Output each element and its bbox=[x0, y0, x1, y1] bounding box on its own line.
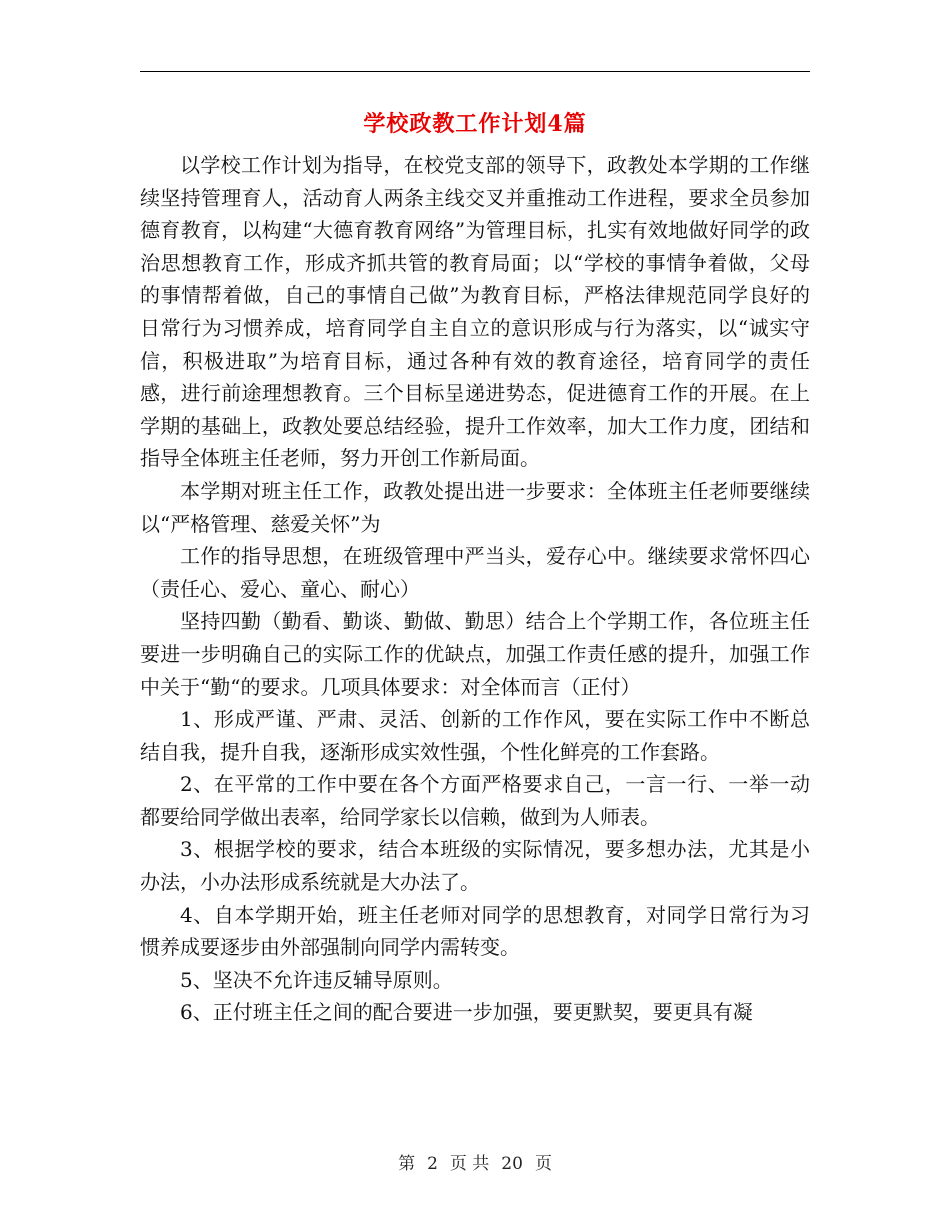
paragraph-four-diligences: 坚持四勤（勤看、勤谈、勤做、勤思）结合上个学期工作，各位班主任要进一步明确自己的实际工作的优缺点，加强工作责任感的提升，加强工作中关于“勤“的要求。几项具体要求：对全体而言（正付） bbox=[140, 609, 810, 699]
list-item-1: 1、形成严谨、严肃、灵活、创新的工作作风，要在实际工作中不断总结自我，提升自我，逐渐形成实效性强，个性化鲜亮的工作套路。 bbox=[140, 707, 810, 764]
footer-prefix: 第 bbox=[398, 1154, 416, 1174]
footer-total-pages: 20 bbox=[501, 1154, 523, 1174]
page-footer bbox=[0, 1152, 950, 1176]
header-rule bbox=[140, 71, 810, 72]
footer-middle: 页 共 bbox=[449, 1154, 490, 1174]
paragraph-guiding-thought: 工作的指导思想，在班级管理中严当头，爱存心中。继续要求常怀四心（责任心、爱心、童心、耐心） bbox=[140, 544, 810, 601]
list-item-2: 2、在平常的工作中要在各个方面严格要求自己，一言一行、一举一动都要给同学做出表率，给同学家长以信赖，做到为人师表。 bbox=[140, 772, 810, 829]
list-item-4: 4、自本学期开始，班主任老师对同学的思想教育，对同学日常行为习惯养成要逐步由外部强制向同学内需转变。 bbox=[140, 902, 810, 960]
list-item-6: 6、正付班主任之间的配合要进一步加强，要更默契，要更具有凝 bbox=[180, 1000, 753, 1025]
list-item-3: 3、根据学校的要求，结合本班级的实际情况，要多想办法，尤其是小办法，小办法形成系统就是大办法了。 bbox=[140, 837, 810, 895]
list-item-5: 5、坚决不允许违反辅导原则。 bbox=[180, 967, 453, 992]
footer-page-number: 2 bbox=[427, 1154, 438, 1174]
paragraph-requirements: 本学期对班主任工作，政教处提出进一步要求：全体班主任老师要继续以“严格管理、慈爱关怀”为 bbox=[140, 478, 810, 536]
footer-suffix: 页 bbox=[534, 1154, 552, 1174]
paragraph-intro: 以学校工作计划为指导，在校党支部的领导下，政教处本学期的工作继续坚持管理育人，活动育人两条主线交叉并重推动工作进程，要求全员参加德育教育，以构建“大德育教育网络”为管理目标，扎实有效地做好同学的政治思想教育工作，形成齐抓共管的教育局面；以“学校的事情争着做，父母的事情帮着做，自己的事情自己做”为教育目标，严格法律规范同学良好的日常行为习惯养成，培育同学自主自立的意识形成与行为落实，以“诚实守信，积极进取”为培育目标，通过各种有效的教育途径，培育同学的责任感，进行前途理想教育。三个目标呈递进势态，促进德育工作的开展。在上学期的基础上，政教处要总结经验，提升工作效率，加大工作力度，团结和指导全体班主任老师，努力开创工作新局面。 bbox=[140, 153, 810, 471]
document-title: 学校政教工作计划4篇 bbox=[363, 111, 587, 137]
document-body bbox=[140, 149, 810, 1029]
